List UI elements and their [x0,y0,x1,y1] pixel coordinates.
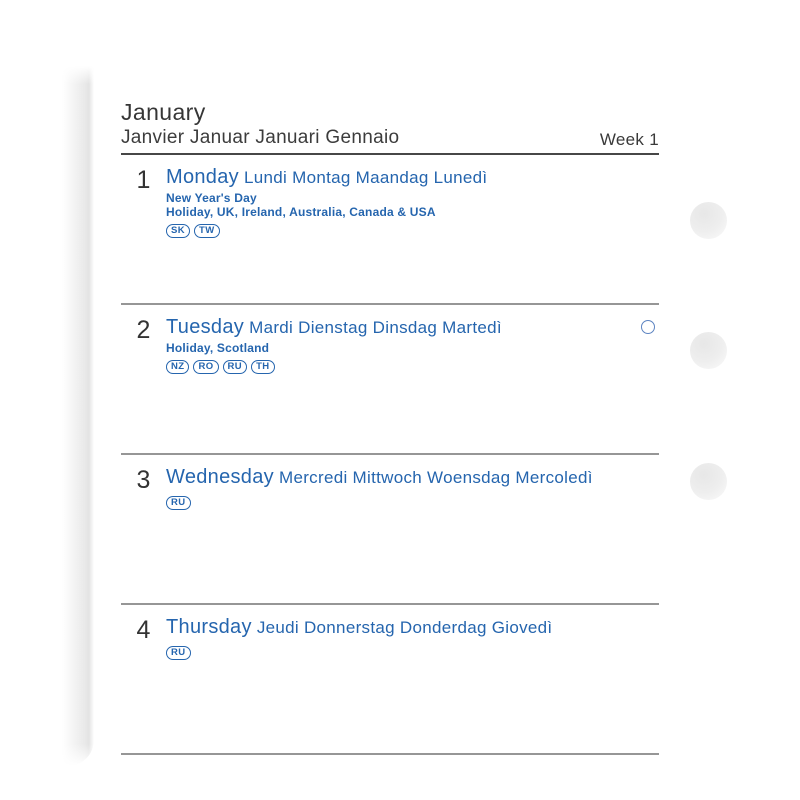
month-title: January [121,99,206,125]
day-body [166,455,659,603]
day-row-wednesday [121,453,659,603]
day-name-translations-text: Jeudi Donnerstag Donderdag Giovedì [256,618,553,637]
country-badge: TW [194,224,220,238]
country-badges [166,496,659,510]
country-badge: RO [193,360,218,374]
day-body [166,155,659,303]
day-title [166,165,659,191]
country-badge: NZ [166,360,189,374]
day-name-english: Monday [166,166,239,188]
day-name-english: Tuesday [166,316,245,338]
day-row-tuesday [121,303,659,453]
country-badge: TH [251,360,274,374]
day-title [166,315,659,341]
day-name-translations-text: Mercredi Mittwoch Woensdag Mercoledì [279,468,593,487]
country-badge: RU [166,496,191,510]
day-name-english: Wednesday [166,466,274,488]
diary-page [121,98,659,755]
country-badges [166,646,659,660]
day-number: 1 [136,166,151,194]
day-row-thursday [121,603,659,753]
note-line: Holiday, UK, Ireland, Australia, Canada & USA [166,205,436,219]
day-number: 4 [136,616,151,644]
country-badge: RU [223,360,248,374]
day-rows [121,155,659,755]
day-name-translations [252,618,553,637]
note-line: Holiday, Scotland [166,341,270,355]
day-row-monday [121,155,659,303]
country-badges [166,360,659,374]
day-number: 3 [136,466,151,494]
country-badge: SK [166,224,190,238]
day-name-translations [244,318,502,337]
page-left-edge [62,66,94,766]
day-name-translations-text: Mardi Dienstag Dinsdag Martedì [249,318,502,337]
punch-hole [690,202,727,239]
day-number: 2 [136,316,151,344]
day-body [166,605,659,753]
full-moon-icon [641,320,655,334]
country-badge: RU [166,646,191,660]
day-title [166,615,659,641]
country-badges [166,224,659,238]
page-header [121,98,659,155]
week-label: Week 1 [599,130,659,149]
day-name-translations [274,468,593,487]
bottom-rule [121,753,659,755]
punch-hole [690,463,727,500]
day-name-english: Thursday [166,616,252,638]
note-line: New Year's Day [166,191,257,205]
day-name-translations [239,168,487,187]
day-name-translations-text: Lundi Montag Maandag Lunedì [243,168,488,187]
month-subtitle: Janvier Januar Januari Gennaio [121,127,400,148]
punch-hole [690,332,727,369]
day-title [166,465,659,491]
day-body [166,305,659,453]
